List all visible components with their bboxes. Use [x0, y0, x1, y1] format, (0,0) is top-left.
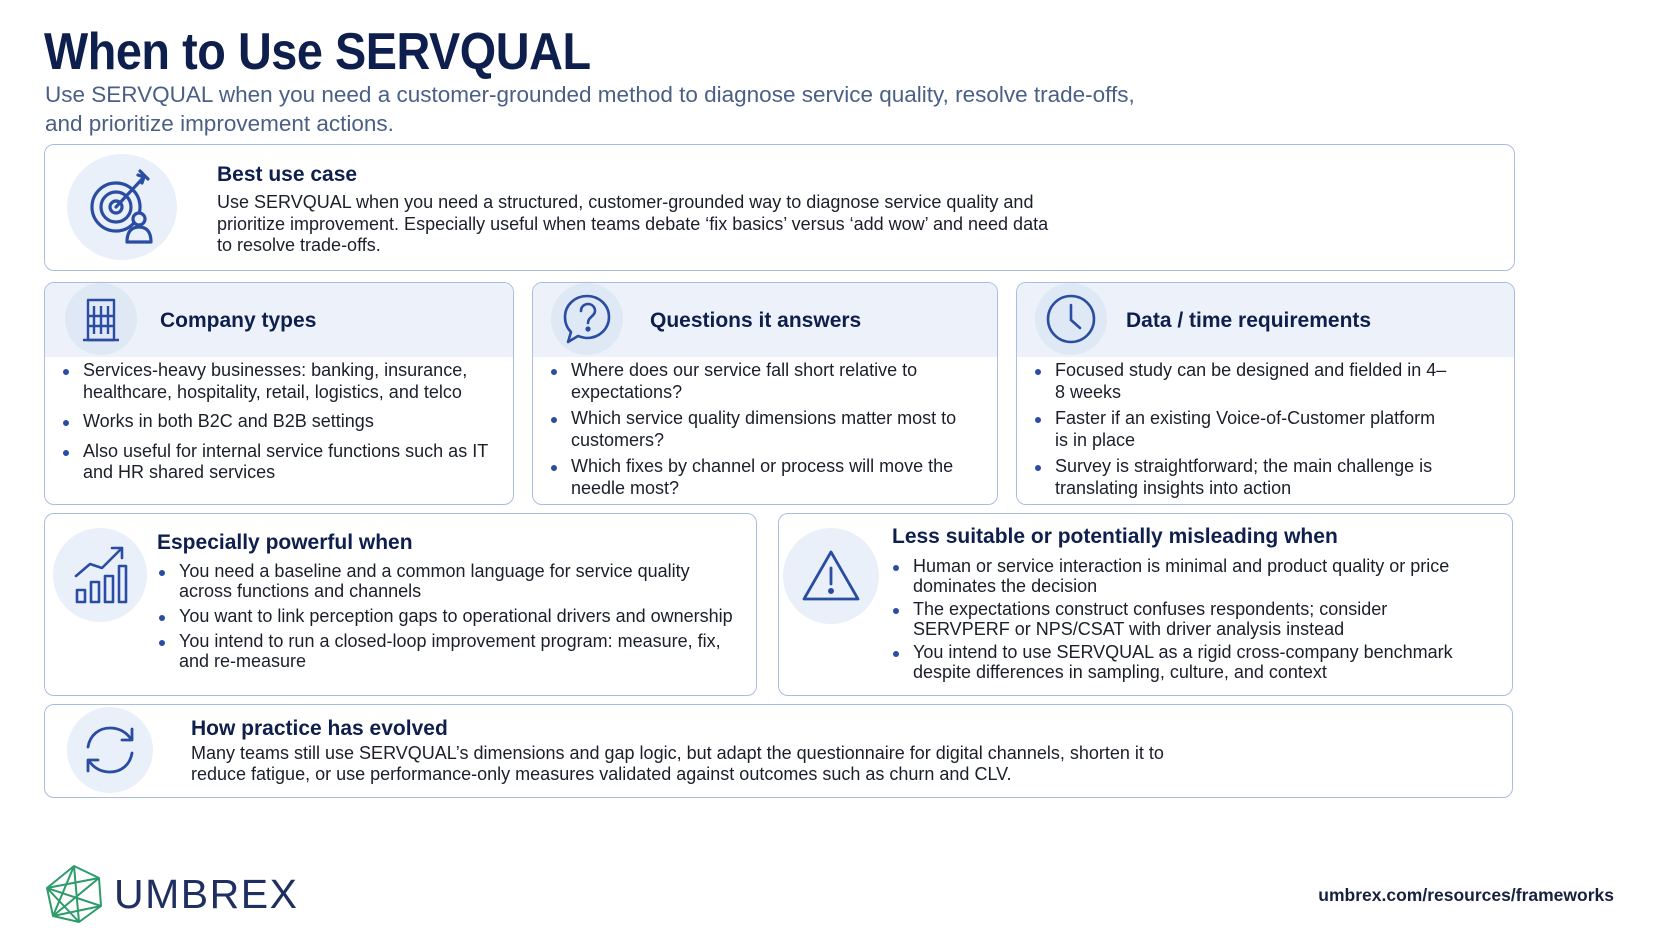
best-use-heading: Best use case: [217, 163, 358, 186]
list-item: You intend to use SERVQUAL as a rigid cross-company benchmark despite differences in sampling, culture, and context: [889, 642, 1469, 682]
clock-icon: [1035, 283, 1107, 355]
warning-icon: [783, 528, 879, 624]
list-item: The expectations construct confuses respondents; consider SERVPERF or NPS/CSAT with driver analysis instead: [889, 599, 1469, 639]
list-item: You need a baseline and a common language for service quality across functions and channels: [155, 561, 745, 601]
list-item: Also useful for internal service functions such as IT and HR shared services: [59, 441, 499, 484]
questions-heading: Questions it answers: [650, 309, 862, 332]
list-item: Which fixes by channel or process will move the needle most?: [547, 456, 977, 499]
list-item: Works in both B2C and B2B settings: [59, 411, 499, 433]
brand-name: UMBREX: [114, 870, 299, 917]
building-icon: [65, 283, 137, 355]
umbrex-mark-icon: [44, 864, 104, 924]
best-use-text: Use SERVQUAL when you need a structured, customer-grounded way to diagnose service quality and prioritize improvement. Especially useful when teams debate ‘fix basics’ versus ‘add wow’ and need data to resolve trade-offs.: [217, 192, 1049, 255]
evolved-card: [44, 704, 1513, 798]
page-title: When to Use SERVQUAL: [44, 23, 591, 81]
less-suitable-heading: Less suitable or potentially misleading when: [892, 525, 1338, 548]
powerful-list: [155, 561, 745, 671]
footer-url-link[interactable]: umbrex.com/resources/frameworks: [1318, 885, 1614, 905]
data-time-list: [1031, 360, 1451, 499]
list-item: You want to link perception gaps to operational drivers and ownership: [155, 606, 745, 626]
company-types-heading: Company types: [160, 309, 317, 332]
list-item: You intend to run a closed-loop improvement program: measure, fix, and re-measure: [155, 631, 745, 671]
question-bubble-icon: [551, 283, 623, 355]
company-types-card: [44, 282, 514, 505]
cycle-arrows-icon: [67, 707, 153, 793]
less-suitable-list: [889, 556, 1469, 682]
target-person-icon: [67, 154, 177, 260]
evolved-text: Many teams still use SERVQUAL’s dimensions and gap logic, but adapt the questionnaire for digital channels, shorten it to reduce fatigue, or use performance-only measures validated against outcomes such as churn and CLV.: [191, 743, 1164, 784]
evolved-heading: How practice has evolved: [191, 717, 448, 740]
less-suitable-card: [778, 513, 1513, 696]
umbrex-logo[interactable]: [44, 864, 298, 924]
list-item: Where does our service fall short relative to expectations?: [547, 360, 977, 403]
data-time-card: [1016, 282, 1515, 505]
list-item: Human or service interaction is minimal and product quality or price dominates the decision: [889, 556, 1469, 596]
list-item: Faster if an existing Voice-of-Customer platform is in place: [1031, 408, 1451, 451]
growth-chart-icon: [53, 528, 147, 622]
page-subtitle: Use SERVQUAL when you need a customer-grounded method to diagnose service quality, resolve trade-offs, and prioritize improvement actions.: [45, 82, 1135, 136]
powerful-card: [44, 513, 757, 696]
list-item: Survey is straightforward; the main challenge is translating insights into action: [1031, 456, 1451, 499]
list-item: Focused study can be designed and fielded in 4–8 weeks: [1031, 360, 1451, 403]
company-types-list: [59, 360, 499, 484]
data-time-heading: Data / time requirements: [1126, 309, 1372, 332]
list-item: Which service quality dimensions matter most to customers?: [547, 408, 977, 451]
list-item: Services-heavy businesses: banking, insurance, healthcare, hospitality, retail, logistics, and telco: [59, 360, 499, 403]
powerful-heading: Especially powerful when: [157, 531, 413, 554]
best-use-card: [44, 144, 1515, 271]
questions-card: [532, 282, 998, 505]
questions-list: [547, 360, 977, 499]
